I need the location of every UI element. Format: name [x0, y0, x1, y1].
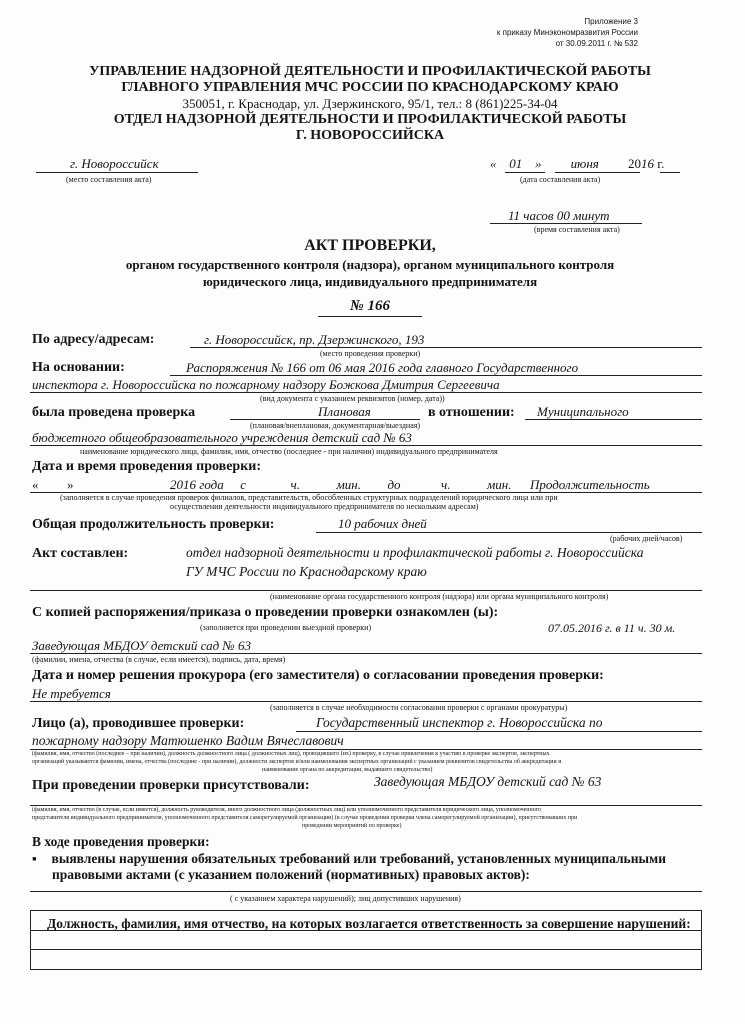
- present-caption1: (фамилия, имя, отчество (в случае, если имеется), должность руководителя, иного должностного лица (должностных лиц) или уполномоченного представителя юридического лица, уполномоченного: [32, 807, 542, 813]
- composed-value1: отдел надзорной деятельности и профилактической работы г. Новороссийска: [186, 545, 644, 560]
- responsible-row-2: [31, 950, 701, 969]
- results-item1-row: [32, 851, 666, 867]
- time-caption: (время составления акта): [534, 225, 620, 234]
- responsible-row-1: [31, 931, 701, 950]
- inspection-relation-underline: [525, 419, 702, 420]
- inspection-type-value: Плановая: [318, 404, 371, 419]
- header-address: 350051, г. Краснодар, ул. Дзержинского, 95/1, тел.: 8 (861)225-34-04: [182, 96, 558, 111]
- address-underline: [190, 347, 702, 348]
- title-number-underline: [318, 316, 422, 317]
- copy-label: С копией распоряжения/приказа о проведении проверки ознакомлен (ы):: [32, 605, 499, 620]
- inspection-org-value: бюджетного общеобразовательного учреждения детский сад № 63: [32, 430, 412, 445]
- inspection-relation-value: Муниципального: [537, 404, 629, 419]
- inspection-type-underline: [230, 419, 420, 420]
- date-close-quote: »: [535, 156, 542, 171]
- title-block: [40, 236, 700, 290]
- present-caption2: представителя индивидуального предпринимателя, уполномоченного представителя саморегулируемой организации) (в случае проведения проверки члена саморегулируемой организации), присутствовавших при: [32, 815, 578, 821]
- prosecutor-label: Дата и номер решения прокурора (его заместителя) о согласовании проведения проверки:: [32, 668, 604, 683]
- place-caption: (место составления акта): [66, 175, 152, 184]
- copy-underline: [30, 653, 702, 654]
- composed-value2: ГУ МЧС России по Краснодарскому краю: [186, 564, 427, 579]
- total-duration-value: 10 рабочих дней: [338, 516, 427, 531]
- total-duration-caption: (рабочих дней/часов): [610, 534, 683, 543]
- inspector-label: Лицо (а), проводившее проверки:: [32, 716, 245, 731]
- appendix-block: [488, 16, 638, 49]
- title-number: № 166: [350, 298, 390, 314]
- datetime-caption1: (заполняется в случае проведения проверок филиалов, представительств, обособленных структурных подразделений юридического лица или при: [60, 493, 558, 502]
- composed-underline: [30, 590, 702, 591]
- results-item1: выявлены нарушения обязательных требований или требований, установленных муниципальными: [51, 851, 666, 866]
- datetime-hour2: ч.: [441, 477, 451, 492]
- datetime-caption-block: [60, 493, 700, 511]
- date-year-g: г.: [657, 156, 665, 171]
- basis-underline2: [30, 392, 702, 393]
- inspector-underline1: [296, 731, 702, 732]
- copy-caption: (заполняется при проведении выездной проверки): [200, 623, 372, 632]
- appendix-line3: от 30.09.2011 г. № 532: [555, 39, 638, 48]
- inspection-relation-label: в отношении:: [428, 405, 515, 420]
- present-caption-block: [32, 806, 702, 830]
- inspector-caption2: организаций указываются фамилии, имена, отчества (последние - при наличии), должности экспертов и/или наименования экспертных организаций с указанием реквизитов свидетельства об аккредитации и: [32, 759, 562, 765]
- inspection-org-caption: наименование юридического лица, фамилия, имя, отчество (последнее - при наличии) индивидуального предпринимателя: [80, 447, 498, 456]
- datetime-row: [32, 477, 650, 493]
- prosecutor-underline: [30, 701, 702, 702]
- inspector-value1: Государственный инспектор г. Новороссийска по: [316, 715, 603, 730]
- datetime-close-quote: »: [67, 477, 74, 492]
- inspection-type-caption: (плановая/внеплановая, документарная/выездная): [250, 421, 421, 430]
- total-duration-underline: [316, 532, 702, 533]
- present-caption3: проведении мероприятий по проверке): [302, 823, 402, 829]
- copy-person-caption: (фамилии, имена, отчества (в случае, если имеется), подпись, дата, время): [32, 655, 286, 664]
- datetime-label: Дата и время проведения проверки:: [32, 459, 262, 474]
- inspector-caption-block: [32, 750, 702, 774]
- results-label: В ходе проведения проверки:: [32, 834, 210, 849]
- results-bullet: ▪: [32, 851, 37, 866]
- inspector-value2: пожарному надзору Матюшенко Вадим Вячеславович: [32, 733, 344, 748]
- header-line1: УПРАВЛЕНИЕ НАДЗОРНОЙ ДЕЯТЕЛЬНОСТИ И ПРОФИЛАКТИЧЕСКОЙ РАБОТЫ: [89, 64, 651, 79]
- title-main: АКТ ПРОВЕРКИ,: [304, 237, 436, 254]
- datetime-caption2: осуществлении деятельности индивидуального предпринимателя по нескольким адресам): [170, 502, 479, 511]
- basis-underline1: [170, 375, 702, 376]
- time-underline: [490, 223, 642, 224]
- basis-label: На основании:: [32, 360, 125, 375]
- results-caption: ( с указанием характера нарушений); лиц допустивших нарушения): [230, 894, 461, 903]
- copy-person: Заведующая МБДОУ детский сад № 63: [32, 638, 251, 653]
- date-year-suffix: 16: [641, 156, 654, 171]
- place-underline: [36, 172, 198, 173]
- inspection-label: была проведена проверка: [32, 405, 196, 420]
- header-block: [40, 64, 700, 144]
- date-month: июня: [570, 156, 599, 171]
- datetime-hour: ч.: [290, 477, 300, 492]
- datetime-from: с: [240, 477, 247, 492]
- inspector-caption1: (фамилия, имя, отчество (последнее – при наличии), должность должностного лица ( должностных лиц), проводившего (их) проверку, в случае привлечения к участию в проверке экспертов, экспертных: [32, 751, 550, 757]
- present-value: Заведующая МБДОУ детский сад № 63: [374, 774, 602, 789]
- address-label: По адресу/адресам:: [32, 332, 155, 347]
- basis-caption: (вид документа с указанием реквизитов (номер, дата)): [260, 394, 445, 403]
- date-month-underline: [555, 172, 640, 173]
- appendix-line1: Приложение 3: [584, 17, 638, 26]
- responsible-label: Должность, фамилия, имя отчество, на которых возлагается ответственность за совершение нарушений:: [31, 911, 701, 931]
- prosecutor-value: Не требуется: [32, 686, 111, 701]
- present-label: При проведении проверки присутствовали:: [32, 778, 310, 793]
- total-duration-label: Общая продолжительность проверки:: [32, 517, 275, 532]
- date-day: 01: [509, 156, 523, 171]
- time-value: 11 часов 00 минут: [508, 208, 610, 223]
- header-line2: ГЛАВНОГО УПРАВЛЕНИЯ МЧС РОССИИ ПО КРАСНОДАРСКОМУ КРАЮ: [121, 80, 619, 95]
- date-year-prefix: 20: [628, 156, 641, 171]
- date-caption: (дата составления акта): [520, 175, 601, 184]
- datetime-open-quote: «: [32, 477, 39, 492]
- inspector-caption3: наименование органа по аккредитации, выдавшего свидетельство): [262, 767, 433, 773]
- prosecutor-caption: (заполняется в случае необходимости согласования проверки с органами прокуратуры): [270, 703, 568, 712]
- date-day-underline: [505, 172, 545, 173]
- composed-caption: (наименование органа государственного контроля (надзора) или органа муниципального контроля): [270, 592, 609, 601]
- datetime-year: 2016 года: [170, 477, 224, 492]
- header-line3: ОТДЕЛ НАДЗОРНОЙ ДЕЯТЕЛЬНОСТИ И ПРОФИЛАКТИЧЕСКОЙ РАБОТЫ: [113, 112, 627, 127]
- title-sub1: органом государственного контроля (надзора), органом муниципального контроля: [125, 257, 615, 272]
- place-value: г. Новороссийск: [70, 156, 159, 171]
- header-line4: Г. НОВОРОССИЙСКА: [295, 128, 445, 143]
- datetime-to: до: [387, 477, 401, 492]
- appendix-line2: к приказу Минэкономразвития России: [496, 28, 638, 37]
- responsible-box: [30, 910, 702, 970]
- basis-value2: инспектора г. Новороссийска по пожарному надзору Божкова Дмитрия Сергеевича: [32, 377, 500, 392]
- date-open-quote: «: [490, 156, 497, 171]
- inspection-org-underline: [30, 445, 702, 446]
- basis-value1: Распоряжения № 166 от 06 мая 2016 года главного Государственного: [186, 360, 579, 375]
- title-sub2: юридического лица, индивидуального предпринимателя: [202, 274, 538, 289]
- datetime-min: мин.: [336, 477, 361, 492]
- datetime-min2: мин.: [487, 477, 512, 492]
- copy-datetime: 07.05.2016 г. в 11 ч. 30 м.: [548, 621, 676, 635]
- results-item2: правовыми актами (с указанием положений (нормативных) правовых актов):: [52, 867, 530, 882]
- address-value: г. Новороссийск, пр. Дзержинского, 193: [204, 332, 425, 347]
- date-row: [490, 156, 664, 172]
- address-caption: (место проведения проверки): [320, 349, 421, 358]
- composed-label: Акт составлен:: [32, 546, 129, 561]
- date-year-underline: [660, 172, 680, 173]
- datetime-duration: Продолжительность: [530, 477, 650, 492]
- results-underline: [30, 891, 702, 892]
